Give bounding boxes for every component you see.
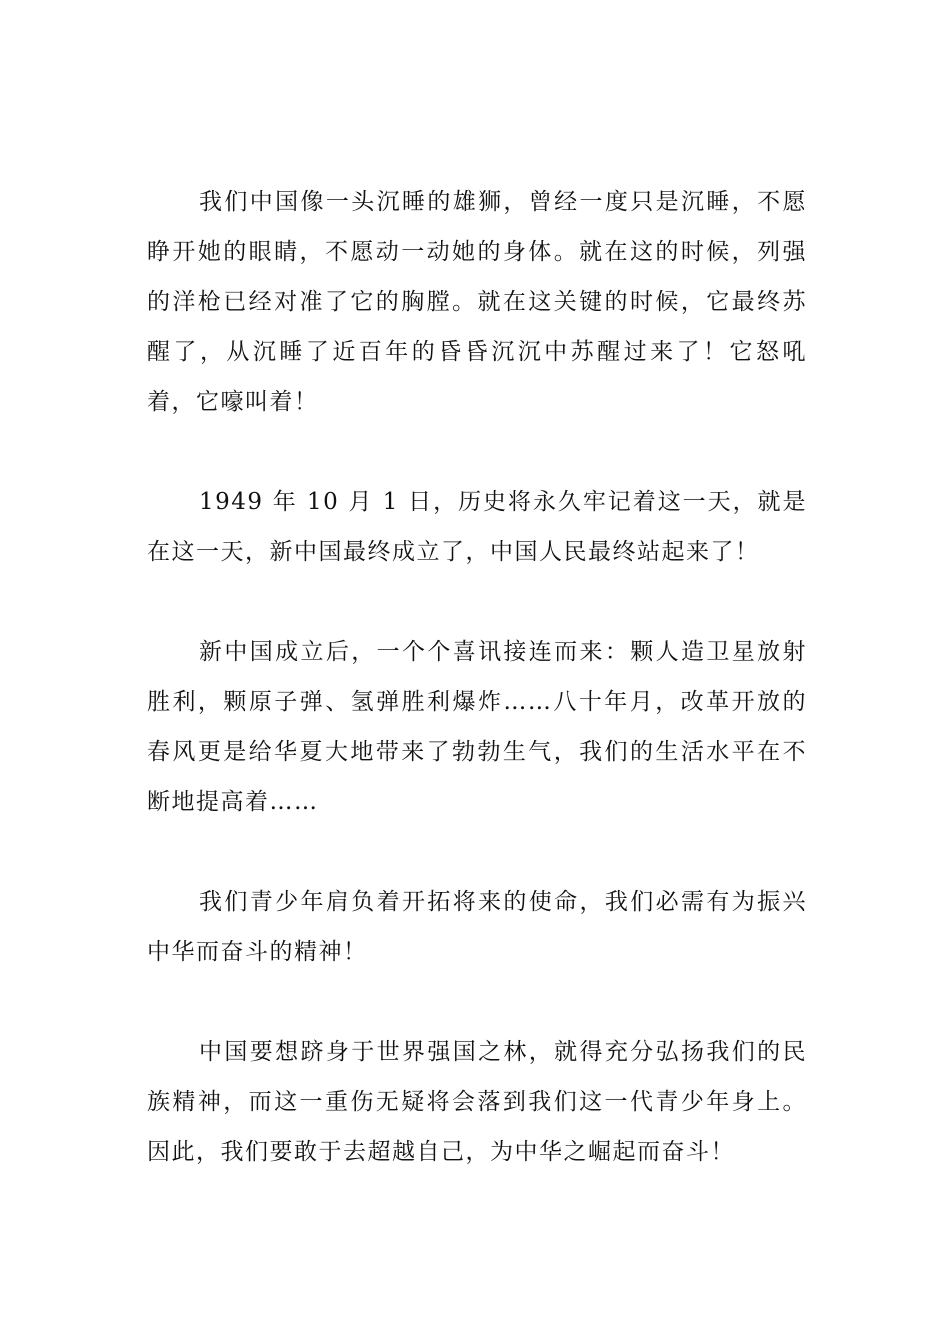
paragraph-national-spirit: 中国要想跻身于世界强国之林，就得充分弘扬我们的民族精神，而这一重伤无疑将会落到我们这一代青少年身上。因此，我们要敢于去超越自己，为中华之崛起而奋斗！ xyxy=(147,1039,807,1165)
paragraph-achievements: 新中国成立后，一个个喜讯接连而来：颗人造卫星放射胜利，颗原子弹、氢弹胜利爆炸……八十年月，改革开放的春风更是给华夏大地带来了勃勃生气，我们的生活水平在不断地提高着…… xyxy=(147,639,807,815)
paragraph-founding-day: 1949 年 10 月 1 日，历史将永久牢记着这一天，就是在这一天，新中国最终成立了，中国人民最终站起来了！ xyxy=(147,489,807,565)
paragraph-sleeping-lion: 我们中国像一头沉睡的雄狮，曾经一度只是沉睡，不愿睁开她的眼睛，不愿动一动她的身体。就在这的时候，列强的洋枪已经对准了它的胸膛。就在这关键的时候，它最终苏醒了，从沉睡了近百年的昏昏沉沉中苏醒过来了！它怒吼着，它嚎叫着！ xyxy=(147,189,807,415)
paragraph-youth-mission: 我们青少年肩负着开拓将来的使命，我们必需有为振兴中华而奋斗的精神！ xyxy=(147,889,807,965)
document-body xyxy=(147,177,807,1177)
